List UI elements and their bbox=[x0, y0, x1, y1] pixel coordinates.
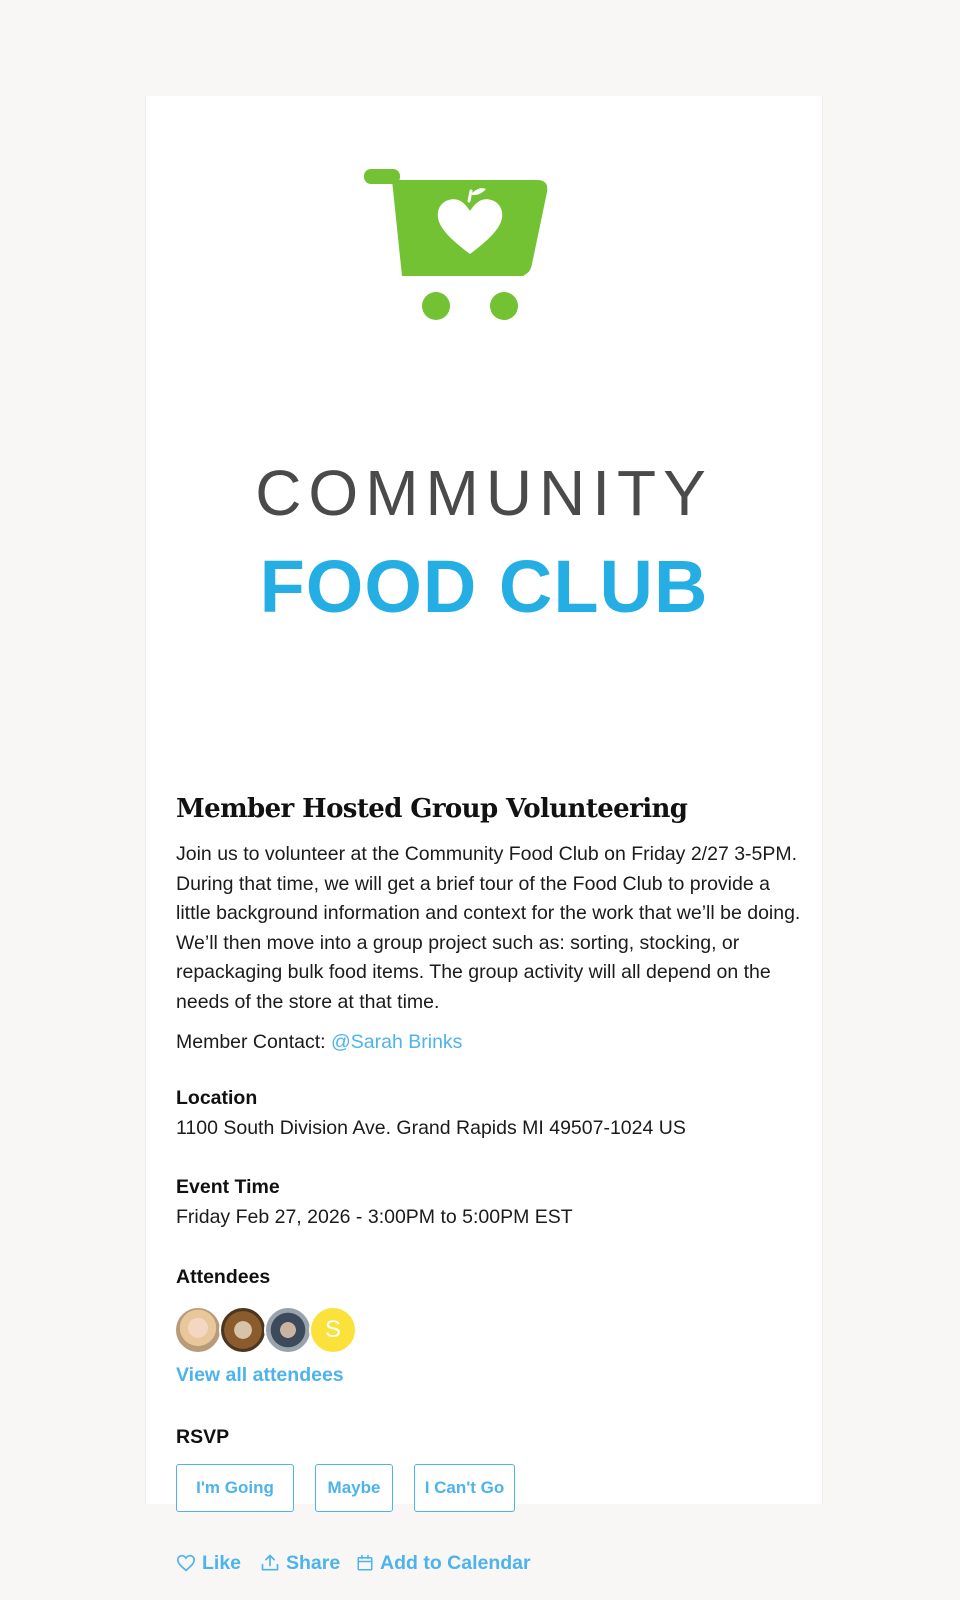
location-label: Location bbox=[176, 1087, 258, 1109]
event-description: Join us to volunteer at the Community Food Club on Friday 2/27 3-5PM. During that time, we will get a brief tour of the Food Club to provide a little background information and context for the work that we’ll be doing. We’ll then move into a group project such as: sorting, stocking, or repackaging bulk food items. The group activity will all depend on the needs of the store at that time. bbox=[176, 843, 801, 1013]
community-food-club-logo bbox=[146, 96, 822, 736]
event-title: Member Hosted Group Volunteering bbox=[176, 794, 688, 824]
rsvp-maybe-button[interactable]: Maybe bbox=[315, 1464, 393, 1512]
avatar[interactable] bbox=[264, 1306, 312, 1354]
event-time-label: Event Time bbox=[176, 1176, 280, 1198]
logo-line-food-club: FOOD CLUB bbox=[259, 545, 709, 628]
share-upload-icon bbox=[260, 1553, 280, 1573]
avatar[interactable] bbox=[174, 1306, 222, 1354]
heart-icon bbox=[176, 1554, 196, 1572]
add-to-calendar-label: Add to Calendar bbox=[380, 1551, 531, 1574]
member-contact-link[interactable]: @Sarah Brinks bbox=[330, 1031, 463, 1053]
add-to-calendar-button[interactable] bbox=[356, 1549, 531, 1577]
rsvp-label: RSVP bbox=[176, 1426, 230, 1448]
calendar-icon bbox=[356, 1554, 374, 1572]
share-label: Share bbox=[286, 1551, 341, 1574]
shopping-cart-heart-icon bbox=[146, 96, 822, 736]
location-value: 1100 South Division Ave. Grand Rapids MI 49507-1024 US bbox=[176, 1117, 686, 1139]
logo-line-community: COMMUNITY bbox=[255, 457, 713, 529]
view-all-attendees-link[interactable]: View all attendees bbox=[176, 1364, 344, 1386]
avatar[interactable]: S bbox=[309, 1306, 357, 1354]
attendees-label: Attendees bbox=[176, 1266, 271, 1288]
like-label: Like bbox=[202, 1551, 242, 1574]
member-contact bbox=[176, 1031, 462, 1054]
event-card bbox=[145, 96, 823, 1574]
event-time-value: Friday Feb 27, 2026 - 3:00PM to 5:00PM EST bbox=[176, 1206, 573, 1228]
member-contact-label: Member Contact: bbox=[176, 1031, 326, 1053]
rsvp-going-button[interactable]: I'm Going bbox=[176, 1464, 294, 1512]
rsvp-cant-go-button[interactable]: I Can't Go bbox=[414, 1464, 515, 1512]
event-actions bbox=[176, 1549, 776, 1577]
share-button[interactable] bbox=[260, 1549, 340, 1577]
avatar[interactable] bbox=[219, 1306, 267, 1354]
attendee-avatars bbox=[174, 1306, 374, 1356]
like-button[interactable] bbox=[176, 1549, 241, 1577]
